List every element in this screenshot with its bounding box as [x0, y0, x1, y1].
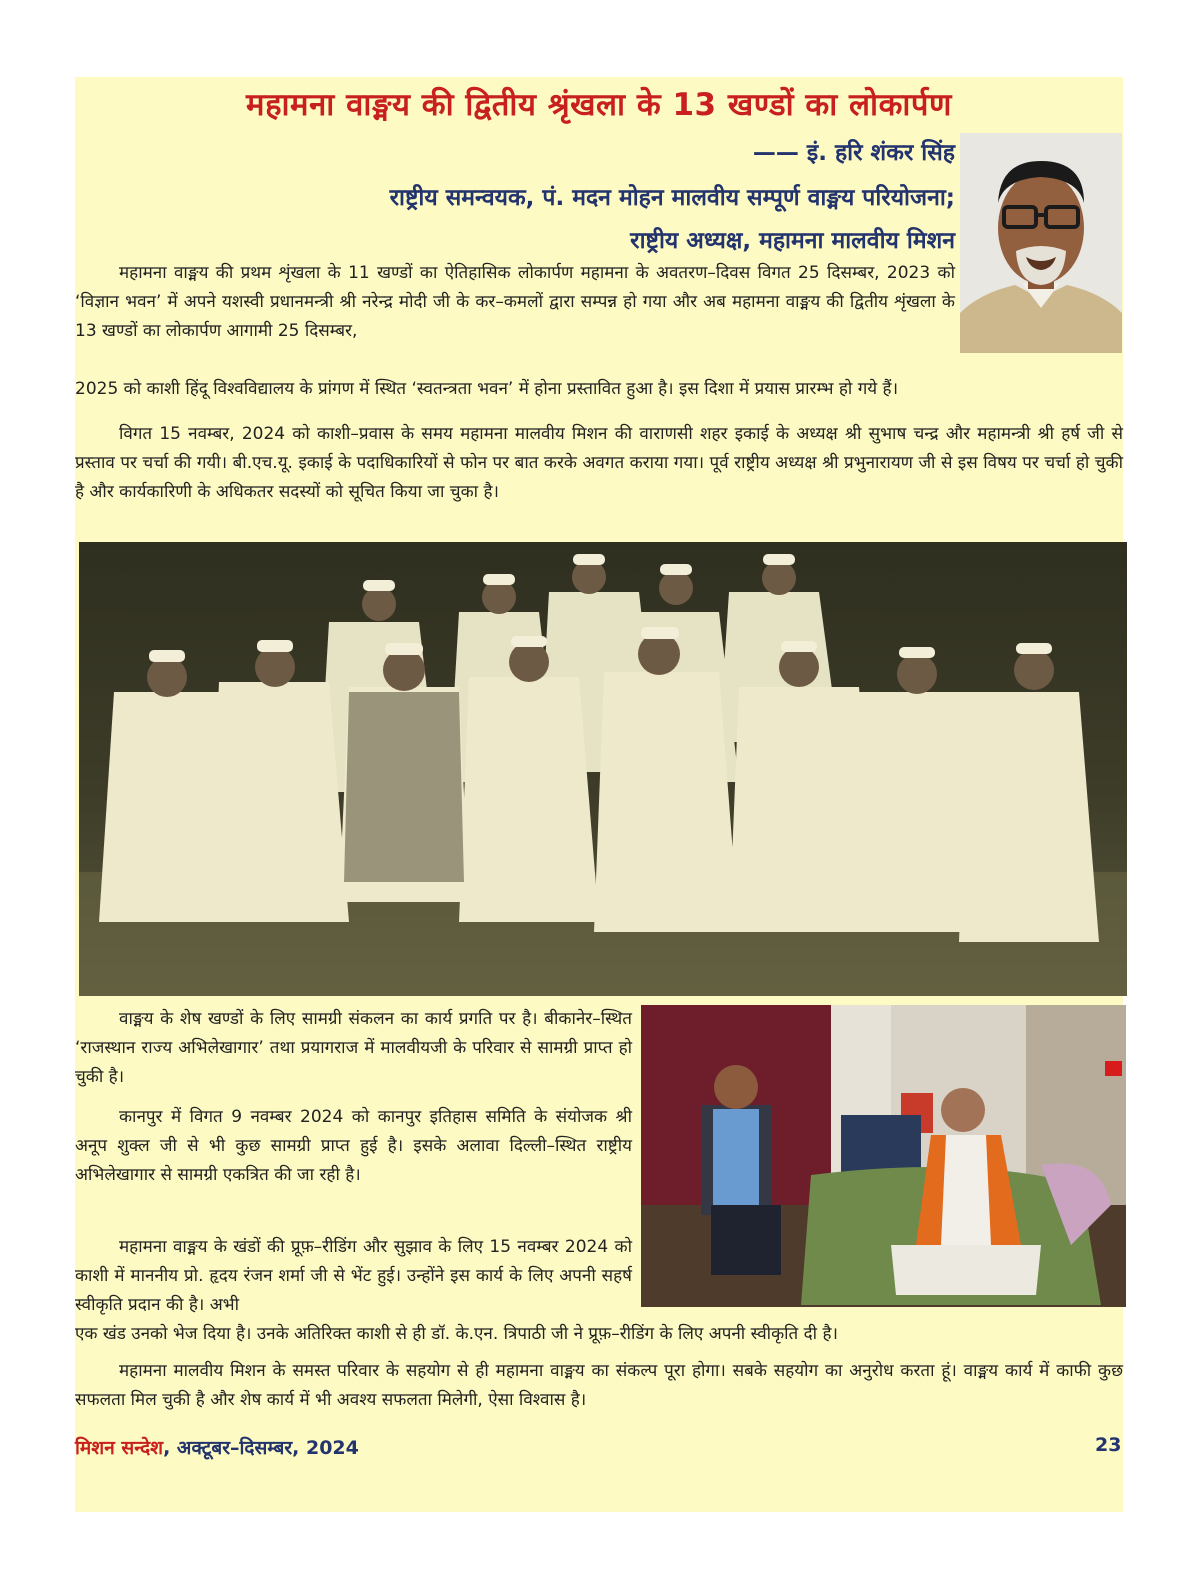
article-title: महामना वाङ्मय की द्वितीय श्रृंखला के 13 खण्डों का लोकार्पण	[246, 87, 952, 123]
paragraph-proofreading: महामना वाङ्मय के खंडों की प्रूफ़–रीडिंग और सुझाव के लिए 15 नवम्बर 2024 को काशी में माननीय प्रो. हृदय रंजन शर्मा जी से भेंट हुई। उन्होंने इस कार्य के लिए अपनी सहर्ष स्वीकृति प्रदान की है। अभी	[75, 1237, 632, 1315]
footer-magazine-name: मिशन सन्देश	[75, 1437, 164, 1459]
footer-publication	[75, 1434, 359, 1460]
author-portrait	[960, 133, 1122, 353]
paragraph-material-collection: वाङ्मय के शेष खण्डों के लिए सामग्री संकलन का कार्य प्रगति पर है। बीकानेर–स्थित ‘राजस्थान राज्य अभिलेखागार’ तथा प्रयागराज में मालवीयजी के परिवार से सामग्री प्राप्त हो चुकी है।	[75, 1009, 632, 1087]
author-role-1: राष्ट्रीय समन्वयक, पं. मदन मोहन मालवीय सम्पूर्ण वाङ्मय परियोजना;	[389, 185, 955, 211]
paragraph-intro: महामना वाङ्मय की प्रथम शृंखला के 11 खण्डों का ऐतिहासिक लोकार्पण महामना के अवतरण–दिवस विगत 25 दिसम्बर, 2023 को ‘विज्ञान भवन’ में अपने यशस्वी प्रधानमन्त्री श्री नरेन्द्र मोदी जी के कर–कमलों द्वारा सम्पन्न हो गया और अब महामना वाङ्मय की द्वितीय शृंखला के 13 खण्डों का लोकार्पण आगामी 25 दिसम्बर,	[75, 263, 955, 341]
article-end-mark	[1105, 1061, 1122, 1076]
paragraph-proofreading-continued: एक खंड उनको भेज दिया है। उनके अतिरिक्त काशी से ही डॉ. के.एन. त्रिपाठी जी ने प्रूफ़–रीडिंग के लिए अपनी स्वीकृति दी है।	[75, 1324, 838, 1344]
paragraph-intro-continued: 2025 को काशी हिंदू विश्वविद्यालय के प्रांगण में स्थित ‘स्वतन्त्रता भवन’ में होना प्रस्तावित हुआ है। इस दिशा में प्रयास प्रारम्भ हो गये हैं।	[75, 379, 899, 399]
meeting-photo	[641, 1005, 1126, 1307]
paragraph-discussion: विगत 15 नवम्बर, 2024 को काशी–प्रवास के समय महामना मालवीय मिशन की वाराणसी शहर इकाई के अध्यक्ष श्री सुभाष चन्द्र और महामन्त्री श्री हर्ष जी से प्रस्ताव पर चर्चा की गयी। बी.एच.यू. इकाई के पदाधिकारियों से फोन पर बात करके अवगत कराया गया। पूर्व राष्ट्रीय अध्यक्ष श्री प्रभुनारायण जी से इस विषय पर चर्चा हो चुकी है और कार्यकारिणी के अधिकतर सदस्यों को सूचित किया जा चुका है।	[75, 424, 1123, 502]
author-name: —— इं. हरि शंकर सिंह	[752, 140, 955, 166]
historical-group-photo	[79, 542, 1127, 996]
page-number: 23	[1095, 1434, 1122, 1456]
paragraph-kanpur: कानपुर में विगत 9 नवम्बर 2024 को कानपुर इतिहास समिति के संयोजक श्री अनूप शुक्ल जी से भी कुछ सामग्री प्राप्त हुई है। इसके अलावा दिल्ली–स्थित राष्ट्रीय अभिलेखागार से सामग्री एकत्रित की जा रही है।	[75, 1107, 632, 1185]
paragraph-conclusion: महामना मालवीय मिशन के समस्त परिवार के सहयोग से ही महामना वाङ्मय का संकल्प पूरा होगा। सबके सहयोग का अनुरोध करता हूं। वाङ्मय कार्य में काफी कुछ सफलता मिल चुकी है और शेष कार्य में भी अवश्य सफलता मिलेगी, ऐसा विश्वास है।	[75, 1361, 1123, 1410]
author-role-2: राष्ट्रीय अध्यक्ष, महामना मालवीय मिशन	[630, 228, 955, 254]
footer-issue: , अक्टूबर–दिसम्बर, 2024	[163, 1437, 359, 1459]
